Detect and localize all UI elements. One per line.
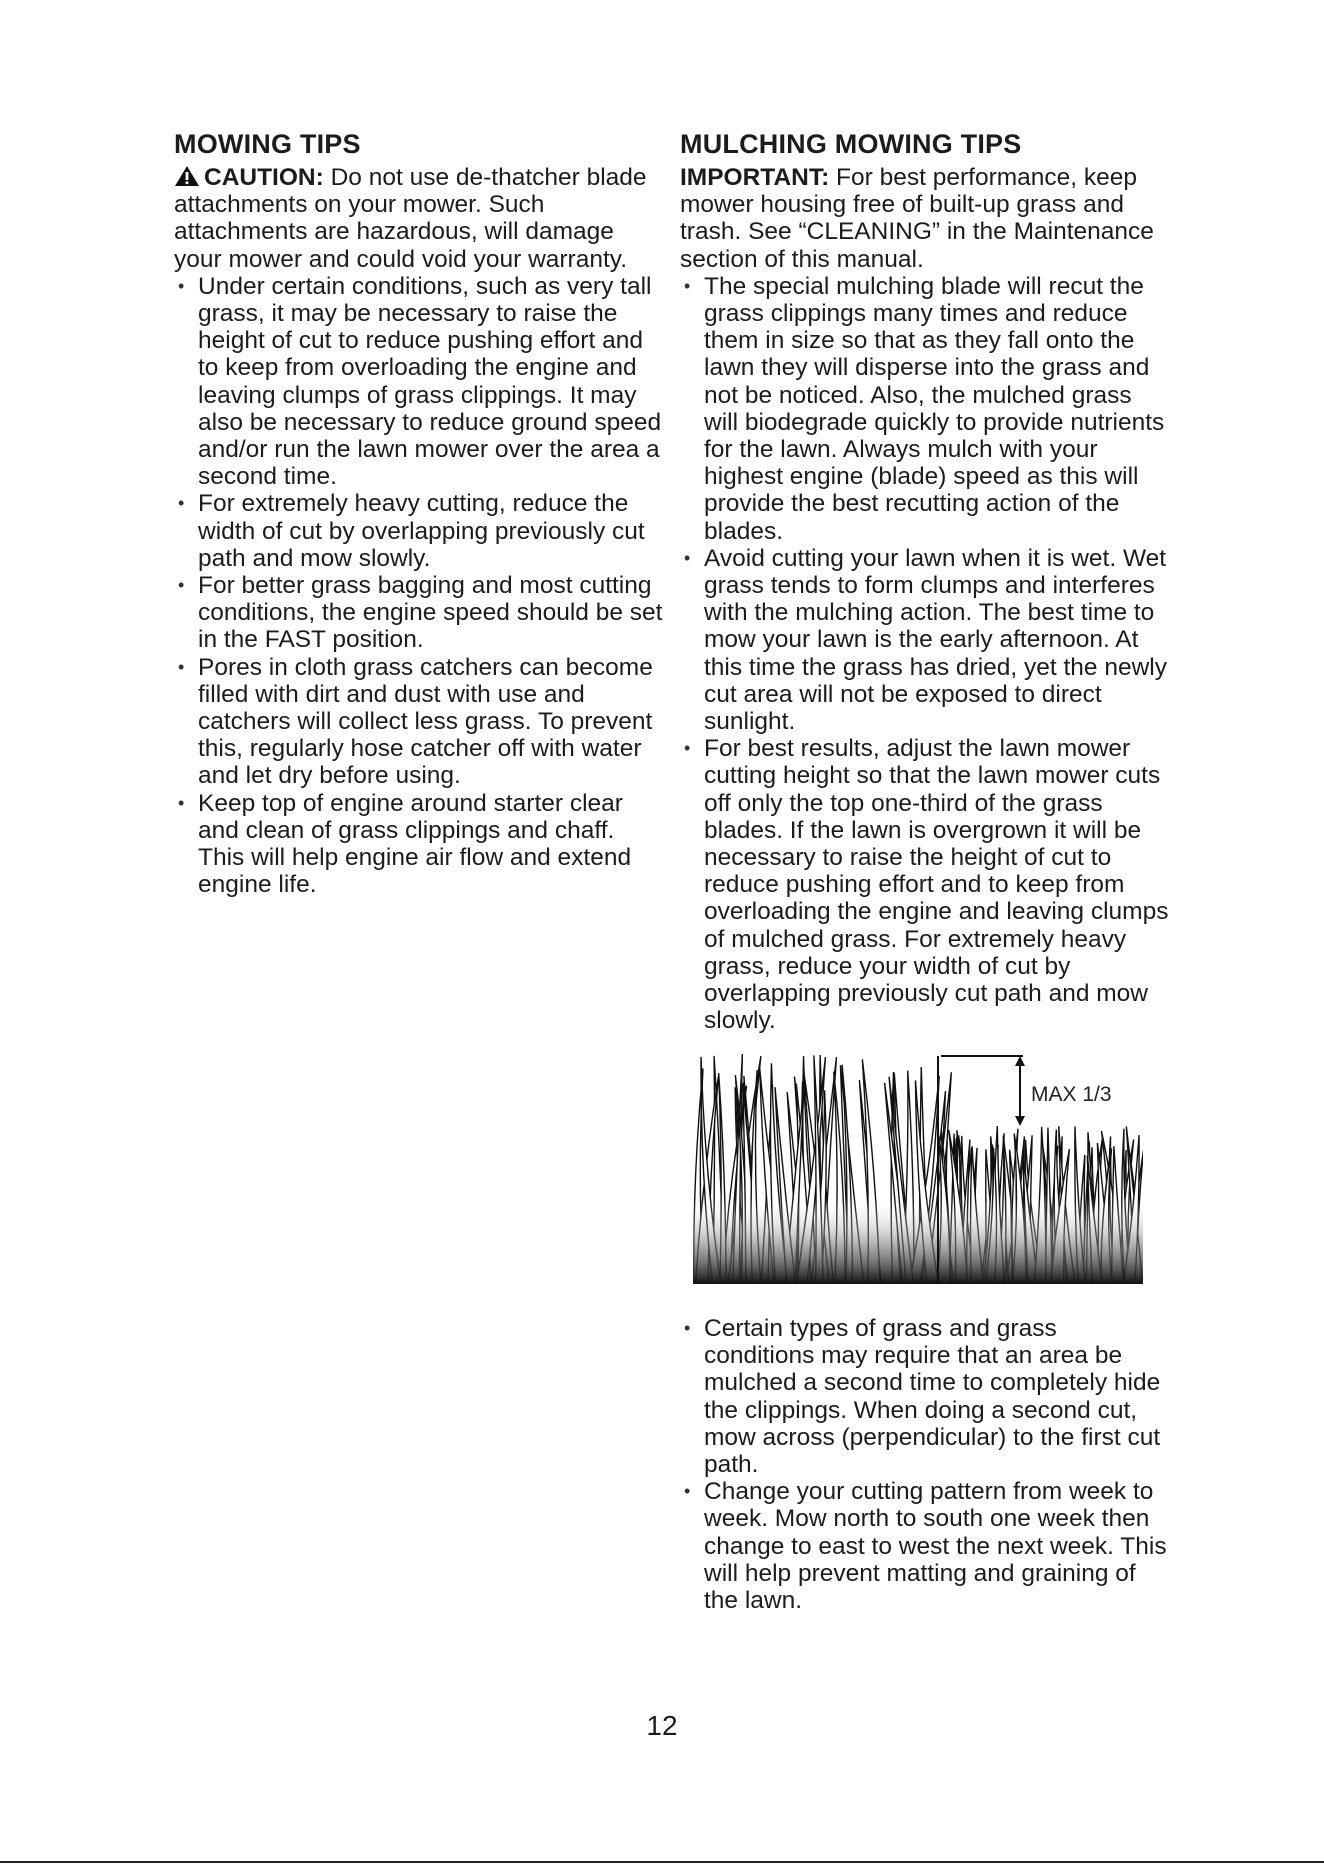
list-item: • Keep top of engine around starter clear and clean of grass clippings and chaff. This will help engine air flow and extend engine life. [174, 790, 664, 899]
page-number: 12 [646, 1710, 678, 1741]
important-text: For best performance, keep mower housing free of built-up grass and trash. See “CLEANING” in the Maintenance section of this manual. [680, 164, 1154, 273]
list-item: • For extremely heavy cutting, reduce the width of cut by overlapping previously cut path and mow slowly. [174, 490, 664, 572]
mulching-tips-list [680, 273, 1170, 1035]
caution-label: CAUTION: [204, 164, 324, 191]
mowing-tips-list [174, 273, 664, 899]
bottom-rule [0, 1861, 1324, 1863]
mulching-tips-continued [680, 1315, 1170, 1614]
grass-base-shading [693, 1198, 1143, 1284]
warning-triangle-icon [174, 165, 200, 187]
mowing-tips-heading: MOWING TIPS [174, 129, 361, 159]
mulching-tips-section [680, 128, 1170, 1035]
caution-text: Do not use de-thatcher blade attachments on your mower. Such attachments are hazardous, will damage your mower and could void your warranty. [174, 164, 647, 273]
caution-paragraph [174, 164, 664, 273]
list-item: • Certain types of grass and grass conditions may require that an area be mulched a second time to completely hide the clippings. When doing a second cut, mow across (perpendicular) to the first cut path. [680, 1315, 1170, 1478]
mowing-tips-section [174, 128, 664, 898]
mulching-tips-heading: MULCHING MOWING TIPS [680, 129, 1022, 159]
list-item: • For better grass bagging and most cutting conditions, the engine speed should be set in the FAST position. [174, 572, 664, 654]
list-item: • Change your cutting pattern from week to week. Mow north to south one week then change to east to west the next week. This will help prevent matting and graining of the lawn. [680, 1478, 1170, 1614]
important-label: IMPORTANT: [680, 164, 830, 191]
height-arrow-icon [1015, 1056, 1025, 1126]
list-item: • Under certain conditions, such as very tall grass, it may be necessary to raise the height of cut to reduce pushing effort and to keep from overloading the engine and leaving clumps of grass clippings. It may also be necessary to reduce ground speed and/or run the lawn mower over the area a second time. [174, 273, 664, 491]
mulching-tips-list-continued [680, 1315, 1170, 1614]
list-item: • Avoid cutting your lawn when it is wet. Wet grass tends to form clumps and interferes with the mulching action. The best time to mow your lawn is the early afternoon. At this time the grass has dried, yet the newly cut area will not be exposed to direct sunlight. [680, 545, 1170, 735]
list-item: • For best results, adjust the lawn mower cutting height so that the lawn mower cuts off only the top one-third of the grass blades. If the lawn is overgrown it will be necessary to raise the height of cut to reduce pushing effort and to keep from overloading the engine and leaving clumps of mulched grass. For extremely heavy grass, reduce your width of cut by overlapping previously cut path and mow slowly. [680, 735, 1170, 1034]
max-cut-label: MAX 1/3 [1031, 1083, 1112, 1106]
important-paragraph [680, 164, 1170, 273]
list-item: • Pores in cloth grass catchers can become filled with dirt and dust with use and catchers will collect less grass. To prevent this, regularly hose catcher off with water and let dry before using. [174, 654, 664, 790]
list-item: • The special mulching blade will recut the grass clippings many times and reduce them in size so that as they fall onto the lawn they will disperse into the grass and not be noticed. Also, the mulched grass will biodegrade quickly to provide nutrients for the lawn. Always mulch with your highest engine (blade) speed as this will provide the best recutting action of the blades. [680, 273, 1170, 545]
